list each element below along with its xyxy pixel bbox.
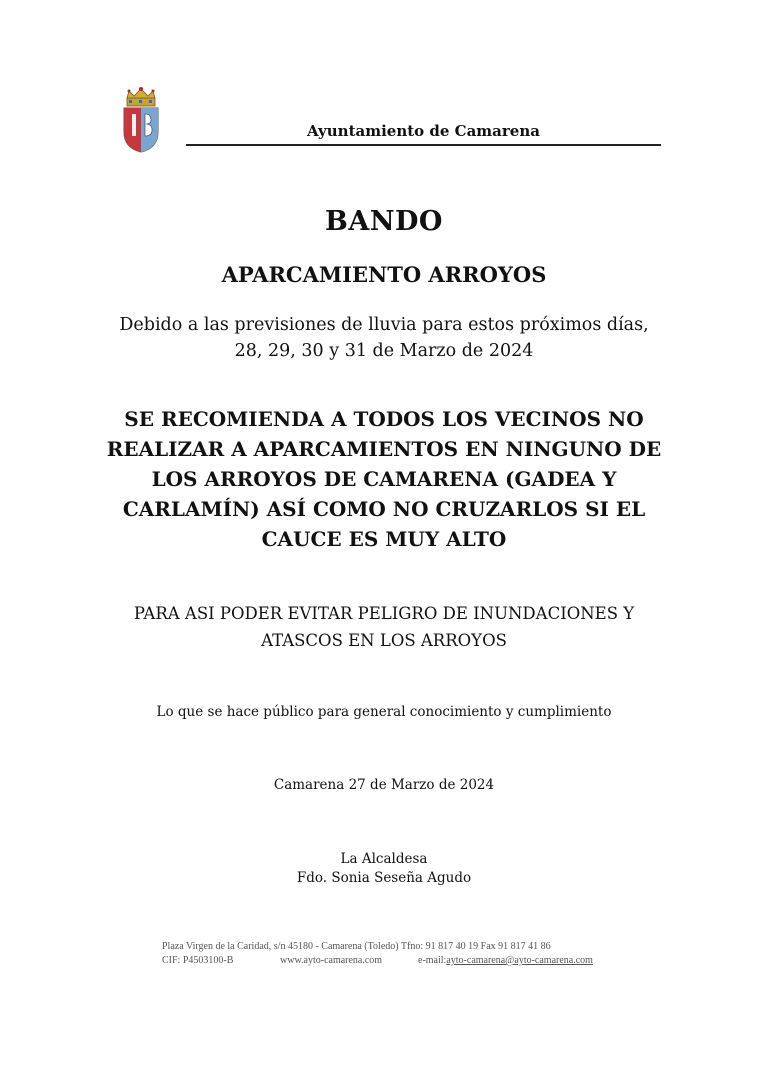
intro-paragraph <box>0 312 768 364</box>
footer-email-label: e-mail: <box>418 955 447 966</box>
footer-details <box>162 954 622 968</box>
header-organization <box>186 118 661 146</box>
notice-subtitle: APARCAMIENTO ARROYOS <box>221 262 547 287</box>
recommendation-line: CARLAMÍN) ASÍ COMO NO CRUZARLOS SI EL <box>122 497 646 521</box>
notice-title: BANDO <box>325 206 443 237</box>
recommendation-line: SE RECOMIENDA A TODOS LOS VECINOS NO <box>124 407 644 431</box>
signature-block <box>0 850 768 888</box>
footer-contact <box>162 940 622 968</box>
reason-line: PARA ASI PODER EVITAR PELIGRO DE INUNDACIONES Y <box>133 604 635 623</box>
public-notice: Lo que se hace público para general conocimiento y cumplimiento <box>156 704 612 720</box>
footer-website[interactable]: www.ayto-camarena.com <box>280 955 383 966</box>
footer-address: Plaza Virgen de la Caridad, s/n 45180 - Camarena (Toledo) Tfno: 91 817 40 19 Fax 91 817 41 86 <box>162 941 551 952</box>
reason-paragraph <box>0 600 768 654</box>
footer-email-block <box>418 954 593 968</box>
signatory-name: Fdo. Sonia Seseña Agudo <box>296 870 472 886</box>
footer-email-link[interactable]: ayto-camarena@ayto-camarena.com <box>446 955 593 966</box>
intro-line: Debido a las previsiones de lluvia para estos próximos días, <box>119 315 649 335</box>
notice-date: Camarena 27 de Marzo de 2024 <box>273 777 495 793</box>
recommendation-paragraph <box>0 404 768 554</box>
footer-cif: CIF: P4503100-B <box>162 955 234 966</box>
organization-name: Ayuntamiento de Camarena <box>307 122 540 140</box>
recommendation-line: REALIZAR A APARCAMIENTOS EN NINGUNO DE <box>106 437 662 461</box>
signatory-role: La Alcaldesa <box>340 851 428 867</box>
intro-line: 28, 29, 30 y 31 de Marzo de 2024 <box>234 341 534 361</box>
reason-line: ATASCOS EN LOS ARROYOS <box>261 631 507 650</box>
recommendation-line: CAUCE ES MUY ALTO <box>261 527 507 551</box>
coat-of-arms-icon <box>121 86 161 154</box>
recommendation-line: LOS ARROYOS DE CAMARENA (GADEA Y <box>151 467 617 491</box>
